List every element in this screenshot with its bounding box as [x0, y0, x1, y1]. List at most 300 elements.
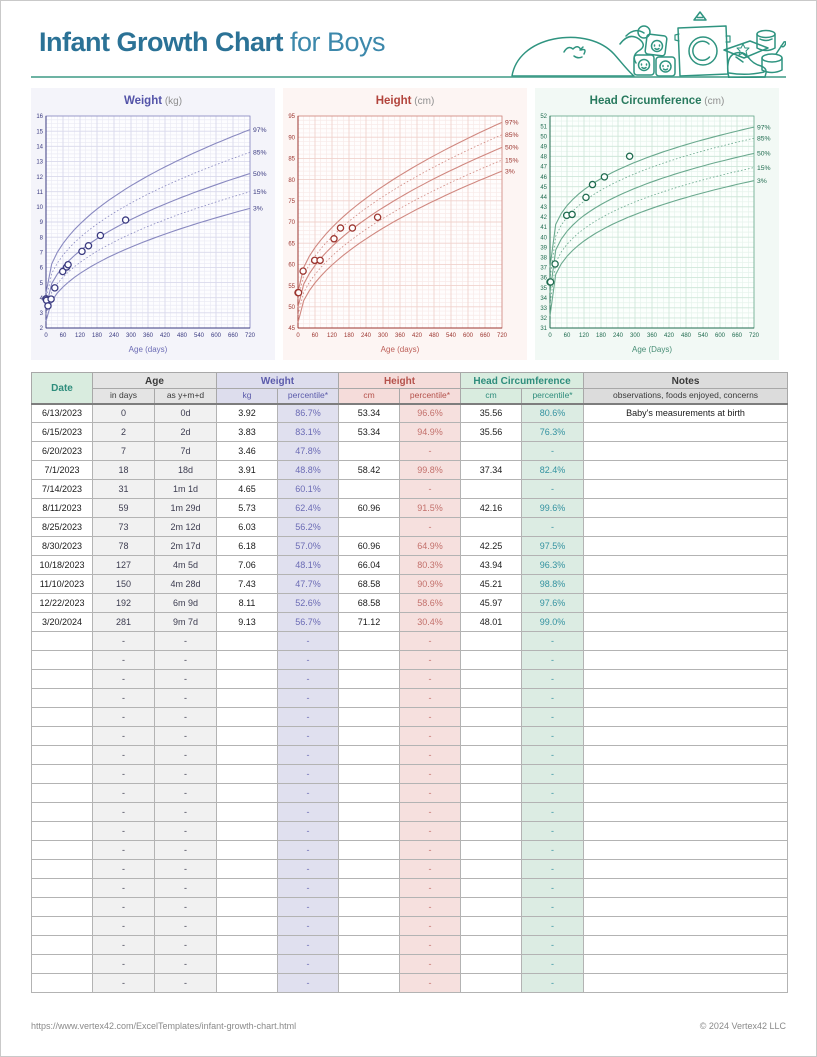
- cell-date[interactable]: 8/11/2023: [32, 499, 93, 518]
- cell-height-percentile[interactable]: -: [400, 689, 461, 708]
- cell-notes[interactable]: [584, 613, 788, 632]
- cell-height-cm[interactable]: [339, 442, 400, 461]
- cell-weight-kg[interactable]: [217, 784, 278, 803]
- cell-age-days[interactable]: -: [93, 708, 155, 727]
- cell-age-ymd[interactable]: -: [155, 670, 217, 689]
- cell-age-ymd[interactable]: -: [155, 860, 217, 879]
- cell-weight-percentile[interactable]: -: [278, 974, 339, 993]
- cell-age-ymd[interactable]: 0d: [155, 404, 217, 423]
- cell-notes[interactable]: [584, 860, 788, 879]
- cell-head-cm[interactable]: [461, 442, 522, 461]
- cell-weight-kg[interactable]: [217, 879, 278, 898]
- cell-date[interactable]: [32, 708, 93, 727]
- cell-height-cm[interactable]: [339, 651, 400, 670]
- cell-age-days[interactable]: -: [93, 632, 155, 651]
- cell-weight-kg[interactable]: [217, 765, 278, 784]
- cell-weight-percentile[interactable]: 86.7%: [278, 404, 339, 423]
- cell-head-percentile[interactable]: -: [522, 936, 584, 955]
- cell-head-percentile[interactable]: 76.3%: [522, 423, 584, 442]
- cell-date[interactable]: [32, 860, 93, 879]
- cell-height-percentile[interactable]: -: [400, 632, 461, 651]
- cell-age-days[interactable]: 2: [93, 423, 155, 442]
- cell-head-cm[interactable]: [461, 917, 522, 936]
- cell-age-days[interactable]: -: [93, 936, 155, 955]
- cell-age-ymd[interactable]: 1m 29d: [155, 499, 217, 518]
- cell-height-percentile[interactable]: -: [400, 784, 461, 803]
- cell-head-percentile[interactable]: 99.6%: [522, 499, 584, 518]
- cell-age-days[interactable]: -: [93, 917, 155, 936]
- cell-height-percentile[interactable]: 99.8%: [400, 461, 461, 480]
- cell-height-percentile[interactable]: -: [400, 955, 461, 974]
- cell-notes[interactable]: [584, 670, 788, 689]
- cell-head-percentile[interactable]: -: [522, 442, 584, 461]
- cell-height-percentile[interactable]: 90.9%: [400, 575, 461, 594]
- cell-weight-percentile[interactable]: 56.2%: [278, 518, 339, 537]
- cell-weight-percentile[interactable]: 62.4%: [278, 499, 339, 518]
- cell-date[interactable]: 12/22/2023: [32, 594, 93, 613]
- cell-head-cm[interactable]: 35.56: [461, 404, 522, 423]
- cell-weight-percentile[interactable]: 83.1%: [278, 423, 339, 442]
- cell-head-cm[interactable]: [461, 936, 522, 955]
- cell-weight-percentile[interactable]: 52.6%: [278, 594, 339, 613]
- cell-date[interactable]: 11/10/2023: [32, 575, 93, 594]
- cell-weight-percentile[interactable]: -: [278, 708, 339, 727]
- cell-notes[interactable]: [584, 556, 788, 575]
- cell-age-days[interactable]: 78: [93, 537, 155, 556]
- cell-height-cm[interactable]: [339, 632, 400, 651]
- cell-date[interactable]: [32, 879, 93, 898]
- cell-head-cm[interactable]: [461, 974, 522, 993]
- cell-date[interactable]: [32, 841, 93, 860]
- cell-age-ymd[interactable]: 9m 7d: [155, 613, 217, 632]
- cell-age-ymd[interactable]: -: [155, 651, 217, 670]
- cell-weight-percentile[interactable]: -: [278, 689, 339, 708]
- cell-weight-kg[interactable]: 7.43: [217, 575, 278, 594]
- cell-weight-percentile[interactable]: -: [278, 765, 339, 784]
- cell-weight-percentile[interactable]: -: [278, 632, 339, 651]
- cell-notes[interactable]: [584, 936, 788, 955]
- cell-height-cm[interactable]: 53.34: [339, 423, 400, 442]
- cell-height-cm[interactable]: [339, 727, 400, 746]
- cell-weight-percentile[interactable]: -: [278, 746, 339, 765]
- cell-notes[interactable]: [584, 727, 788, 746]
- cell-notes[interactable]: [584, 898, 788, 917]
- cell-height-cm[interactable]: 68.58: [339, 594, 400, 613]
- cell-notes[interactable]: [584, 537, 788, 556]
- cell-notes[interactable]: [584, 689, 788, 708]
- cell-height-percentile[interactable]: -: [400, 442, 461, 461]
- cell-weight-percentile[interactable]: 47.7%: [278, 575, 339, 594]
- cell-weight-percentile[interactable]: -: [278, 879, 339, 898]
- cell-height-cm[interactable]: [339, 898, 400, 917]
- cell-date[interactable]: [32, 632, 93, 651]
- cell-height-percentile[interactable]: -: [400, 746, 461, 765]
- cell-height-percentile[interactable]: 80.3%: [400, 556, 461, 575]
- cell-age-ymd[interactable]: -: [155, 898, 217, 917]
- cell-age-days[interactable]: -: [93, 689, 155, 708]
- cell-weight-kg[interactable]: [217, 689, 278, 708]
- cell-head-cm[interactable]: 37.34: [461, 461, 522, 480]
- cell-head-percentile[interactable]: -: [522, 689, 584, 708]
- cell-notes[interactable]: [584, 575, 788, 594]
- cell-weight-kg[interactable]: [217, 841, 278, 860]
- cell-age-days[interactable]: -: [93, 841, 155, 860]
- cell-weight-percentile[interactable]: -: [278, 822, 339, 841]
- cell-age-days[interactable]: -: [93, 860, 155, 879]
- cell-age-ymd[interactable]: -: [155, 803, 217, 822]
- cell-height-percentile[interactable]: -: [400, 860, 461, 879]
- cell-weight-percentile[interactable]: -: [278, 670, 339, 689]
- cell-weight-kg[interactable]: [217, 727, 278, 746]
- cell-weight-percentile[interactable]: -: [278, 955, 339, 974]
- cell-head-percentile[interactable]: -: [522, 670, 584, 689]
- cell-head-percentile[interactable]: -: [522, 917, 584, 936]
- cell-notes[interactable]: [584, 974, 788, 993]
- cell-weight-kg[interactable]: [217, 917, 278, 936]
- cell-weight-percentile[interactable]: 48.8%: [278, 461, 339, 480]
- cell-head-percentile[interactable]: -: [522, 898, 584, 917]
- cell-weight-percentile[interactable]: -: [278, 651, 339, 670]
- cell-height-cm[interactable]: 68.58: [339, 575, 400, 594]
- cell-head-cm[interactable]: 35.56: [461, 423, 522, 442]
- cell-date[interactable]: [32, 822, 93, 841]
- cell-age-ymd[interactable]: -: [155, 917, 217, 936]
- cell-notes[interactable]: [584, 461, 788, 480]
- cell-height-percentile[interactable]: -: [400, 822, 461, 841]
- cell-date[interactable]: [32, 898, 93, 917]
- cell-weight-kg[interactable]: 3.92: [217, 404, 278, 423]
- cell-weight-kg[interactable]: 7.06: [217, 556, 278, 575]
- cell-weight-percentile[interactable]: -: [278, 784, 339, 803]
- cell-height-cm[interactable]: 58.42: [339, 461, 400, 480]
- cell-weight-kg[interactable]: [217, 860, 278, 879]
- cell-age-ymd[interactable]: 2m 17d: [155, 537, 217, 556]
- cell-height-cm[interactable]: [339, 518, 400, 537]
- cell-height-percentile[interactable]: 64.9%: [400, 537, 461, 556]
- cell-height-cm[interactable]: [339, 670, 400, 689]
- cell-head-percentile[interactable]: -: [522, 803, 584, 822]
- cell-head-percentile[interactable]: -: [522, 879, 584, 898]
- cell-head-percentile[interactable]: -: [522, 632, 584, 651]
- cell-weight-percentile[interactable]: -: [278, 917, 339, 936]
- cell-age-days[interactable]: -: [93, 822, 155, 841]
- cell-weight-percentile[interactable]: -: [278, 841, 339, 860]
- cell-date[interactable]: 6/13/2023: [32, 404, 93, 423]
- cell-height-cm[interactable]: [339, 708, 400, 727]
- cell-weight-kg[interactable]: 6.03: [217, 518, 278, 537]
- cell-weight-kg[interactable]: 8.11: [217, 594, 278, 613]
- cell-date[interactable]: [32, 746, 93, 765]
- cell-notes[interactable]: [584, 784, 788, 803]
- cell-head-percentile[interactable]: -: [522, 746, 584, 765]
- cell-age-days[interactable]: 73: [93, 518, 155, 537]
- cell-head-cm[interactable]: [461, 708, 522, 727]
- cell-head-cm[interactable]: [461, 879, 522, 898]
- cell-date[interactable]: 7/14/2023: [32, 480, 93, 499]
- cell-date[interactable]: 6/15/2023: [32, 423, 93, 442]
- cell-notes[interactable]: [584, 955, 788, 974]
- cell-weight-kg[interactable]: [217, 955, 278, 974]
- cell-date[interactable]: [32, 670, 93, 689]
- cell-weight-kg[interactable]: 3.91: [217, 461, 278, 480]
- cell-height-percentile[interactable]: -: [400, 708, 461, 727]
- cell-height-cm[interactable]: [339, 746, 400, 765]
- cell-age-ymd[interactable]: -: [155, 689, 217, 708]
- cell-date[interactable]: 8/30/2023: [32, 537, 93, 556]
- cell-notes[interactable]: [584, 499, 788, 518]
- cell-age-ymd[interactable]: 4m 28d: [155, 575, 217, 594]
- cell-height-percentile[interactable]: -: [400, 974, 461, 993]
- cell-head-percentile[interactable]: 96.3%: [522, 556, 584, 575]
- cell-weight-percentile[interactable]: -: [278, 898, 339, 917]
- cell-date[interactable]: 10/18/2023: [32, 556, 93, 575]
- cell-weight-kg[interactable]: [217, 670, 278, 689]
- cell-height-cm[interactable]: [339, 860, 400, 879]
- cell-head-percentile[interactable]: -: [522, 480, 584, 499]
- cell-weight-kg[interactable]: [217, 632, 278, 651]
- cell-notes[interactable]: [584, 803, 788, 822]
- cell-height-percentile[interactable]: -: [400, 917, 461, 936]
- cell-age-days[interactable]: -: [93, 803, 155, 822]
- cell-height-percentile[interactable]: -: [400, 803, 461, 822]
- cell-height-percentile[interactable]: -: [400, 670, 461, 689]
- cell-age-days[interactable]: 18: [93, 461, 155, 480]
- cell-age-days[interactable]: 59: [93, 499, 155, 518]
- cell-weight-percentile[interactable]: -: [278, 860, 339, 879]
- cell-age-days[interactable]: 127: [93, 556, 155, 575]
- cell-height-percentile[interactable]: 94.9%: [400, 423, 461, 442]
- cell-head-cm[interactable]: 45.97: [461, 594, 522, 613]
- cell-head-percentile[interactable]: -: [522, 822, 584, 841]
- cell-height-cm[interactable]: 53.34: [339, 404, 400, 423]
- cell-age-ymd[interactable]: -: [155, 936, 217, 955]
- cell-height-cm[interactable]: 71.12: [339, 613, 400, 632]
- cell-height-cm[interactable]: [339, 480, 400, 499]
- cell-head-cm[interactable]: 45.21: [461, 575, 522, 594]
- cell-height-percentile[interactable]: 91.5%: [400, 499, 461, 518]
- cell-head-cm[interactable]: [461, 841, 522, 860]
- cell-age-days[interactable]: -: [93, 727, 155, 746]
- cell-height-percentile[interactable]: -: [400, 765, 461, 784]
- cell-head-cm[interactable]: [461, 727, 522, 746]
- cell-notes[interactable]: [584, 480, 788, 499]
- cell-head-percentile[interactable]: 99.0%: [522, 613, 584, 632]
- cell-head-cm[interactable]: [461, 670, 522, 689]
- cell-notes[interactable]: [584, 518, 788, 537]
- cell-age-days[interactable]: 31: [93, 480, 155, 499]
- cell-date[interactable]: [32, 917, 93, 936]
- cell-age-ymd[interactable]: 2d: [155, 423, 217, 442]
- cell-height-percentile[interactable]: 58.6%: [400, 594, 461, 613]
- cell-weight-kg[interactable]: [217, 651, 278, 670]
- cell-head-cm[interactable]: 42.25: [461, 537, 522, 556]
- cell-age-ymd[interactable]: 7d: [155, 442, 217, 461]
- cell-head-percentile[interactable]: -: [522, 708, 584, 727]
- cell-notes[interactable]: [584, 423, 788, 442]
- cell-notes[interactable]: [584, 917, 788, 936]
- cell-date[interactable]: [32, 803, 93, 822]
- cell-date[interactable]: [32, 936, 93, 955]
- cell-weight-kg[interactable]: [217, 974, 278, 993]
- cell-age-ymd[interactable]: -: [155, 708, 217, 727]
- cell-head-cm[interactable]: 42.16: [461, 499, 522, 518]
- cell-notes[interactable]: [584, 746, 788, 765]
- cell-age-ymd[interactable]: -: [155, 727, 217, 746]
- cell-head-percentile[interactable]: -: [522, 974, 584, 993]
- cell-head-percentile[interactable]: -: [522, 651, 584, 670]
- cell-weight-kg[interactable]: 9.13: [217, 613, 278, 632]
- cell-date[interactable]: [32, 765, 93, 784]
- cell-date[interactable]: 8/25/2023: [32, 518, 93, 537]
- cell-height-cm[interactable]: 60.96: [339, 499, 400, 518]
- cell-head-cm[interactable]: [461, 860, 522, 879]
- cell-weight-kg[interactable]: 4.65: [217, 480, 278, 499]
- cell-weight-percentile[interactable]: 60.1%: [278, 480, 339, 499]
- cell-height-cm[interactable]: [339, 879, 400, 898]
- cell-weight-kg[interactable]: 6.18: [217, 537, 278, 556]
- cell-date[interactable]: 6/20/2023: [32, 442, 93, 461]
- cell-age-ymd[interactable]: -: [155, 841, 217, 860]
- cell-weight-kg[interactable]: [217, 746, 278, 765]
- cell-age-ymd[interactable]: -: [155, 879, 217, 898]
- cell-head-cm[interactable]: [461, 803, 522, 822]
- cell-height-cm[interactable]: [339, 765, 400, 784]
- cell-weight-percentile[interactable]: 57.0%: [278, 537, 339, 556]
- cell-notes[interactable]: [584, 765, 788, 784]
- cell-height-percentile[interactable]: 30.4%: [400, 613, 461, 632]
- cell-head-cm[interactable]: [461, 518, 522, 537]
- cell-head-percentile[interactable]: 97.5%: [522, 537, 584, 556]
- cell-head-percentile[interactable]: -: [522, 784, 584, 803]
- cell-date[interactable]: 7/1/2023: [32, 461, 93, 480]
- cell-head-percentile[interactable]: -: [522, 765, 584, 784]
- cell-head-cm[interactable]: [461, 632, 522, 651]
- cell-age-days[interactable]: -: [93, 898, 155, 917]
- cell-head-percentile[interactable]: -: [522, 955, 584, 974]
- cell-height-cm[interactable]: [339, 784, 400, 803]
- cell-height-percentile[interactable]: -: [400, 841, 461, 860]
- cell-date[interactable]: [32, 689, 93, 708]
- cell-weight-kg[interactable]: [217, 822, 278, 841]
- cell-height-percentile[interactable]: 96.6%: [400, 404, 461, 423]
- cell-head-cm[interactable]: [461, 822, 522, 841]
- cell-height-cm[interactable]: [339, 955, 400, 974]
- cell-age-days[interactable]: 7: [93, 442, 155, 461]
- cell-weight-kg[interactable]: 5.73: [217, 499, 278, 518]
- cell-head-percentile[interactable]: -: [522, 727, 584, 746]
- footer-url-link[interactable]: https://www.vertex42.com/ExcelTemplates/infant-growth-chart.html: [31, 1021, 297, 1031]
- cell-date[interactable]: 3/20/2024: [32, 613, 93, 632]
- cell-age-days[interactable]: -: [93, 765, 155, 784]
- cell-height-cm[interactable]: [339, 822, 400, 841]
- cell-age-days[interactable]: 150: [93, 575, 155, 594]
- cell-date[interactable]: [32, 955, 93, 974]
- cell-head-cm[interactable]: 48.01: [461, 613, 522, 632]
- cell-height-cm[interactable]: [339, 936, 400, 955]
- cell-weight-kg[interactable]: [217, 708, 278, 727]
- cell-age-days[interactable]: -: [93, 651, 155, 670]
- cell-head-percentile[interactable]: -: [522, 860, 584, 879]
- cell-age-days[interactable]: -: [93, 879, 155, 898]
- cell-height-percentile[interactable]: -: [400, 651, 461, 670]
- cell-height-percentile[interactable]: -: [400, 518, 461, 537]
- cell-height-cm[interactable]: [339, 689, 400, 708]
- cell-weight-percentile[interactable]: 47.8%: [278, 442, 339, 461]
- cell-notes[interactable]: [584, 442, 788, 461]
- cell-age-ymd[interactable]: -: [155, 822, 217, 841]
- cell-head-percentile[interactable]: 82.4%: [522, 461, 584, 480]
- cell-weight-percentile[interactable]: -: [278, 727, 339, 746]
- cell-head-percentile[interactable]: -: [522, 518, 584, 537]
- cell-weight-percentile[interactable]: -: [278, 936, 339, 955]
- cell-notes[interactable]: [584, 651, 788, 670]
- cell-age-ymd[interactable]: 18d: [155, 461, 217, 480]
- cell-age-days[interactable]: 0: [93, 404, 155, 423]
- cell-age-days[interactable]: -: [93, 784, 155, 803]
- cell-age-days[interactable]: 281: [93, 613, 155, 632]
- cell-height-percentile[interactable]: -: [400, 727, 461, 746]
- cell-head-percentile[interactable]: -: [522, 841, 584, 860]
- cell-height-percentile[interactable]: -: [400, 936, 461, 955]
- cell-date[interactable]: [32, 974, 93, 993]
- cell-weight-kg[interactable]: [217, 803, 278, 822]
- cell-height-percentile[interactable]: -: [400, 480, 461, 499]
- cell-weight-percentile[interactable]: -: [278, 803, 339, 822]
- cell-age-ymd[interactable]: -: [155, 974, 217, 993]
- cell-weight-kg[interactable]: [217, 936, 278, 955]
- cell-height-cm[interactable]: [339, 841, 400, 860]
- cell-height-cm[interactable]: [339, 917, 400, 936]
- cell-age-ymd[interactable]: 4m 5d: [155, 556, 217, 575]
- cell-date[interactable]: [32, 784, 93, 803]
- cell-height-cm[interactable]: 66.04: [339, 556, 400, 575]
- cell-age-days[interactable]: -: [93, 746, 155, 765]
- cell-weight-kg[interactable]: 3.83: [217, 423, 278, 442]
- cell-head-cm[interactable]: 43.94: [461, 556, 522, 575]
- cell-age-days[interactable]: -: [93, 670, 155, 689]
- cell-head-percentile[interactable]: 98.8%: [522, 575, 584, 594]
- cell-head-percentile[interactable]: 80.6%: [522, 404, 584, 423]
- cell-date[interactable]: [32, 651, 93, 670]
- cell-height-cm[interactable]: [339, 803, 400, 822]
- cell-height-percentile[interactable]: -: [400, 898, 461, 917]
- cell-head-cm[interactable]: [461, 746, 522, 765]
- cell-notes[interactable]: [584, 841, 788, 860]
- cell-date[interactable]: [32, 727, 93, 746]
- cell-age-ymd[interactable]: 6m 9d: [155, 594, 217, 613]
- cell-notes[interactable]: [584, 708, 788, 727]
- cell-age-days[interactable]: 192: [93, 594, 155, 613]
- cell-weight-kg[interactable]: [217, 898, 278, 917]
- cell-head-cm[interactable]: [461, 898, 522, 917]
- cell-age-days[interactable]: -: [93, 955, 155, 974]
- cell-age-ymd[interactable]: -: [155, 955, 217, 974]
- cell-head-cm[interactable]: [461, 480, 522, 499]
- cell-age-ymd[interactable]: 2m 12d: [155, 518, 217, 537]
- cell-notes[interactable]: [584, 594, 788, 613]
- cell-weight-kg[interactable]: 3.46: [217, 442, 278, 461]
- cell-height-cm[interactable]: 60.96: [339, 537, 400, 556]
- cell-notes[interactable]: [584, 879, 788, 898]
- cell-height-cm[interactable]: [339, 974, 400, 993]
- cell-head-percentile[interactable]: 97.6%: [522, 594, 584, 613]
- cell-head-cm[interactable]: [461, 955, 522, 974]
- cell-head-cm[interactable]: [461, 765, 522, 784]
- cell-notes[interactable]: Baby's measurements at birth: [584, 404, 788, 423]
- cell-height-percentile[interactable]: -: [400, 879, 461, 898]
- cell-notes[interactable]: [584, 822, 788, 841]
- cell-age-ymd[interactable]: -: [155, 765, 217, 784]
